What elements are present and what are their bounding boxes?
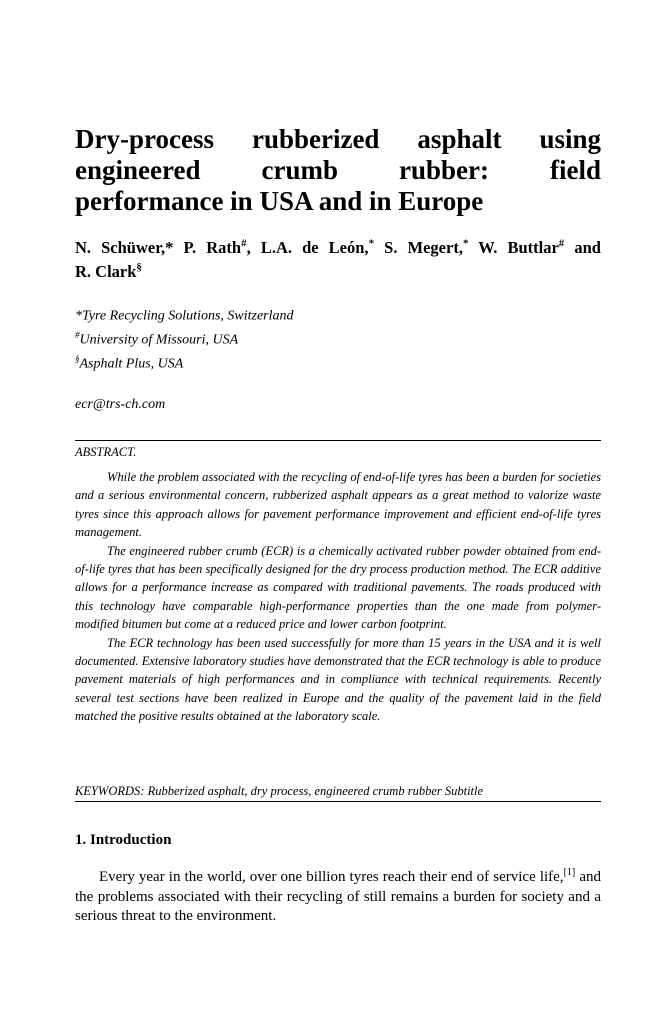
contact-email: ecr@trs-ch.com bbox=[75, 397, 166, 412]
affiliation-text: *Tyre Recycling Solutions, Switzerland bbox=[75, 308, 294, 324]
abstract-paragraph: While the problem associated with the recycling of end-of-life tyres has been a burden for societies and a serious environmental concern, rubberized asphalt appears as a great method to valorize waste tyres since this approach allows for pavement performance improvement and efficient end-of-life tyres management. bbox=[75, 470, 601, 540]
affiliation-text: University of Missouri, USA bbox=[79, 332, 239, 348]
affiliation-mark: # bbox=[75, 330, 80, 340]
affiliation-mark: § bbox=[75, 354, 80, 364]
divider bbox=[75, 440, 601, 441]
abstract-label: ABSTRACT. bbox=[75, 445, 137, 459]
affiliation-text: Asphalt Plus, USA bbox=[79, 356, 184, 372]
affiliation bbox=[75, 350, 183, 374]
citation-ref: [1] bbox=[563, 867, 576, 878]
keywords: KEYWORDS: Rubberized asphalt, dry process, engineered crumb rubber Subtitle bbox=[75, 784, 484, 798]
author-name: W. Buttlar bbox=[468, 238, 559, 257]
affiliation bbox=[75, 302, 294, 326]
author-name: N. Schüwer, bbox=[75, 238, 166, 257]
abstract-body bbox=[75, 468, 601, 726]
section-heading: 1. Introduction bbox=[75, 832, 172, 848]
abstract-paragraph: The ECR technology has been used successfully for more than 15 years in the USA and it is well documented. Extensive laboratory studies have demonstrated that the ECR technology is able to produce pavement materials of high performances and in compliance with technical requirements. Recently several test sections have been realized in Europe and the quality of the pavement laid in the field matched the positive results obtained at the laboratory scale. bbox=[75, 635, 601, 724]
intro-paragraph bbox=[75, 868, 601, 927]
author-line bbox=[75, 236, 601, 260]
author-mark: * bbox=[462, 237, 469, 250]
author-list bbox=[75, 236, 601, 284]
intro-text: Every year in the world, over one billion tyres reach their end of service life, bbox=[99, 869, 564, 885]
author-line bbox=[75, 260, 601, 284]
paper-title bbox=[75, 124, 601, 217]
author-conjunction: and bbox=[564, 238, 601, 257]
author-name: S. Megert, bbox=[374, 238, 463, 257]
divider bbox=[75, 801, 601, 802]
author-name: P. Rath bbox=[173, 238, 242, 257]
author-mark: # bbox=[241, 237, 247, 250]
title-line: performance in USA and in Europe bbox=[75, 186, 484, 216]
author-mark: * bbox=[165, 238, 174, 257]
abstract-paragraph: The engineered rubber crumb (ECR) is a chemically activated rubber powder obtained from end-of-life tyres that has been specifically designed for the dry process production method. The ECR additive allows for a performance increase as compared with traditional pavements. The roads produced with this technology have comparable high-performance properties than the one made from polymer-modified bitumen but come at a reduced price and lower carbon footprint. bbox=[75, 543, 601, 632]
affiliation bbox=[75, 326, 238, 350]
intro-text: and the problems associated with their recycling of still remains a burden for society and a serious threat to the environment. bbox=[75, 869, 601, 924]
author-mark: # bbox=[558, 237, 565, 250]
author-mark: § bbox=[136, 261, 142, 274]
author-mark: * bbox=[368, 237, 375, 250]
title-line: engineered crumb rubber: field bbox=[75, 155, 601, 185]
title-line: Dry-process rubberized asphalt using bbox=[75, 124, 601, 154]
author-name: R. Clark bbox=[75, 262, 137, 281]
author-name: , L.A. de León, bbox=[246, 238, 369, 257]
